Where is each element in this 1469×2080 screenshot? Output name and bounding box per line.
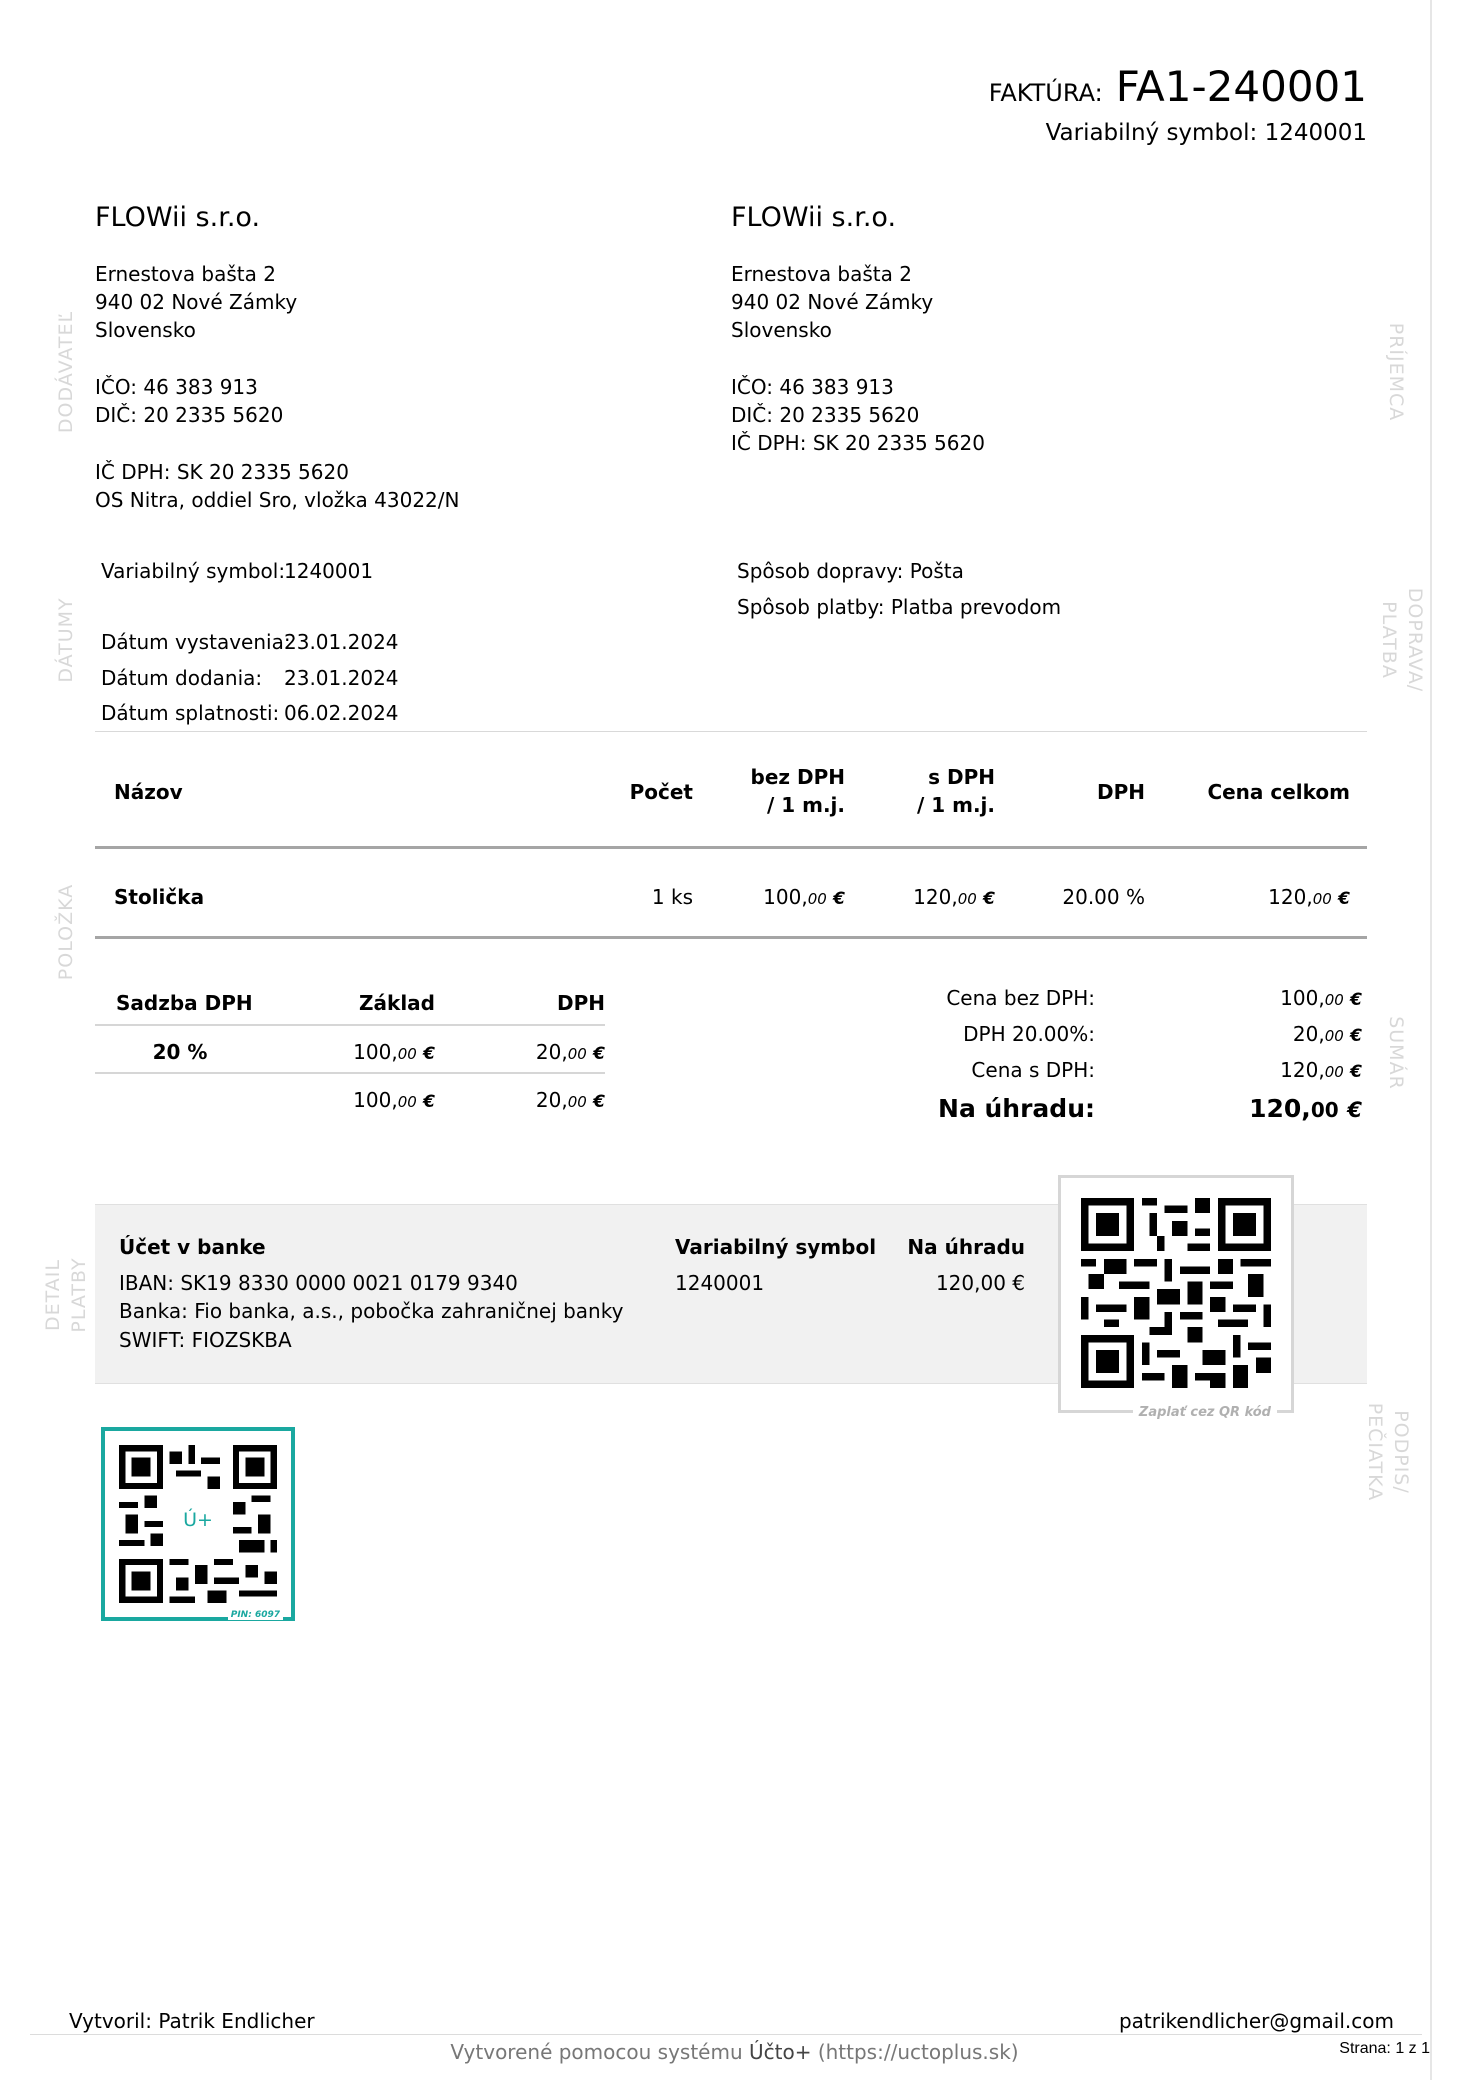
item-vat-rate: 20.00 %	[1062, 885, 1145, 909]
footer-divider	[30, 2034, 1422, 2035]
summary-vat-value	[1150, 1020, 1362, 1050]
side-label-signature	[1362, 1403, 1414, 1502]
delivery-date-label: Dátum dodania:	[101, 666, 263, 690]
due-date-value: 06.02.2024	[284, 701, 399, 725]
recipient-name: FLOWii s.r.o.	[731, 202, 897, 233]
footer-generated-app: Účto+	[748, 2040, 812, 2064]
vat-sum-base-currency: €	[423, 1092, 435, 1112]
item-name: Stolička	[114, 885, 205, 909]
col-total-header: Cena celkom	[1207, 780, 1350, 804]
side-label-delivery-line1: DOPRAVA/	[1404, 587, 1426, 693]
vat-sum-base-int: 100,	[353, 1088, 398, 1112]
item-gross-dec: 00	[957, 890, 977, 908]
item-gross-currency: €	[983, 889, 995, 909]
summary-due-currency: €	[1347, 1098, 1362, 1122]
supplier-street: Ernestova bašta 2	[95, 262, 276, 286]
supplier-register: OS Nitra, oddiel Sro, vložka 43022/N	[95, 488, 460, 512]
recipient-icdph: IČ DPH: SK 20 2335 5620	[731, 431, 985, 455]
col-qty-header: Počet	[629, 780, 693, 804]
item-qty: 1 ks	[651, 885, 693, 909]
vat-sum-vat	[480, 1086, 605, 1116]
doc-type-label: FAKTÚRA:	[988, 79, 1103, 107]
vat-sum-vat-int: 20,	[535, 1088, 568, 1112]
recipient-block	[731, 200, 985, 457]
item-total-int: 120,	[1268, 885, 1313, 909]
summary-net-int: 100,	[1280, 986, 1325, 1010]
right-edge-strip	[1430, 0, 1469, 2080]
col-net-header	[705, 763, 845, 819]
vat-col-vat-header: DPH	[557, 991, 605, 1015]
vat-row-divider	[95, 1072, 605, 1074]
app-qr-frame[interactable]	[101, 1427, 295, 1621]
app-qr-pin: PIN: 6097	[228, 1610, 283, 1620]
summary-net-currency: €	[1350, 990, 1362, 1010]
issued-date-label: Dátum vystavenia:	[101, 630, 291, 654]
side-label-summary: SUMÁR	[1385, 1016, 1407, 1090]
summary-gross-int: 120,	[1280, 1058, 1325, 1082]
side-label-payment-line2: PLATBY	[68, 1257, 90, 1333]
item-net-price	[705, 883, 845, 913]
item-total-price	[1160, 883, 1350, 913]
app-logo: Ú+	[183, 1509, 213, 1531]
vat-sum-base-dec: 00	[397, 1093, 417, 1111]
supplier-city: 940 02 Nové Zámky	[95, 290, 298, 314]
payment-due-value: 120,00 €	[935, 1271, 1025, 1295]
recipient-city: 940 02 Nové Zámky	[731, 290, 934, 314]
summary-gross-label: Cena s DPH:	[971, 1058, 1095, 1082]
dates-vs-value: 1240001	[284, 559, 374, 583]
bank-account-title: Účet v banke	[119, 1235, 266, 1259]
vat-row-base	[300, 1038, 435, 1068]
issued-date-value: 23.01.2024	[284, 630, 399, 654]
side-label-dates: DÁTUMY	[55, 597, 77, 683]
pay-qr-frame[interactable]	[1058, 1175, 1294, 1420]
delivery-date-value: 23.01.2024	[284, 666, 399, 690]
summary-due-dec: 00	[1310, 1098, 1339, 1122]
vat-col-base-header: Základ	[359, 991, 435, 1015]
vat-row-vat-dec: 00	[567, 1045, 587, 1063]
footer-generated-url[interactable]: (https://uctoplus.sk)	[817, 2040, 1019, 2064]
col-vat-header: DPH	[1097, 780, 1145, 804]
side-label-recipient: PRÍJEMCA	[1385, 322, 1407, 422]
summary-vat-dec: 00	[1324, 1027, 1344, 1045]
summary-gross-dec: 00	[1324, 1063, 1344, 1081]
side-label-supplier: DODÁVATEĽ	[55, 310, 77, 434]
col-net-header-line2: / 1 m.j.	[766, 793, 845, 817]
item-total-currency: €	[1338, 889, 1350, 909]
item-total-dec: 00	[1312, 890, 1332, 908]
vat-sum-vat-currency: €	[593, 1092, 605, 1112]
col-gross-header-line1: s DPH	[928, 765, 995, 789]
invoice-number: FA1-240001	[1115, 62, 1367, 111]
summary-due-int: 120,	[1249, 1094, 1311, 1123]
due-date-label: Dátum splatnosti:	[101, 701, 280, 725]
bank-name: Banka: Fio banka, a.s., pobočka zahraničnej banky	[119, 1299, 624, 1323]
col-gross-header	[855, 763, 995, 819]
vat-sum-vat-dec: 00	[567, 1093, 587, 1111]
footer-generated	[0, 2038, 1469, 2066]
side-label-payment-line1: DETAIL	[42, 1259, 64, 1331]
vat-row-vat	[480, 1038, 605, 1068]
supplier-country: Slovensko	[95, 318, 196, 342]
supplier-name: FLOWii s.r.o.	[95, 202, 261, 233]
payment-due-title: Na úhradu	[907, 1235, 1025, 1259]
header-vs-label: Variabilný symbol:	[1045, 120, 1258, 146]
side-label-delivery	[1376, 588, 1428, 692]
vat-row-base-int: 100,	[353, 1040, 398, 1064]
side-label-items: POLOŽKA	[55, 883, 77, 981]
items-bottom-divider	[95, 936, 1367, 939]
summary-vat-label: DPH 20.00%:	[963, 1022, 1095, 1046]
invoice-title	[989, 62, 1367, 111]
vat-row-rate: 20 %	[152, 1040, 208, 1064]
pay-qr-code-icon	[1081, 1198, 1271, 1388]
col-name-header: Názov	[114, 780, 183, 804]
side-label-payment	[40, 1257, 92, 1332]
vat-col-rate-header: Sadzba DPH	[116, 991, 253, 1015]
side-label-signature-line2: PEČIATKA	[1364, 1402, 1386, 1502]
vat-row-base-currency: €	[423, 1044, 435, 1064]
supplier-block	[95, 200, 459, 514]
payment-vs-title: Variabilný symbol	[675, 1235, 877, 1259]
items-top-divider	[95, 731, 1367, 732]
pay-qr-caption: Zaplať cez QR kód	[1133, 1405, 1277, 1420]
item-gross-price	[855, 883, 995, 913]
col-gross-header-line2: / 1 m.j.	[916, 793, 995, 817]
footer-generated-prefix: Vytvorené pomocou systému	[450, 2040, 743, 2064]
summary-net-value	[1150, 984, 1362, 1014]
item-gross-int: 120,	[913, 885, 958, 909]
summary-vat-currency: €	[1350, 1026, 1362, 1046]
side-label-signature-line1: PODPIS/	[1390, 1410, 1412, 1494]
summary-net-dec: 00	[1324, 991, 1344, 1009]
summary-gross-currency: €	[1350, 1062, 1362, 1082]
item-net-dec: 00	[807, 890, 827, 908]
vat-sum-base	[300, 1086, 435, 1116]
payment-vs-value: 1240001	[675, 1271, 765, 1295]
vat-row-vat-int: 20,	[535, 1040, 568, 1064]
recipient-country: Slovensko	[731, 318, 832, 342]
bank-swift: SWIFT: FIOZSKBA	[119, 1328, 292, 1352]
dates-vs-label: Variabilný symbol:	[101, 559, 286, 583]
header-variable-symbol	[1046, 120, 1367, 146]
payment-method: Spôsob platby: Platba prevodom	[737, 595, 1062, 619]
items-header-divider	[95, 846, 1367, 849]
transport-method: Spôsob dopravy: Pošta	[737, 559, 964, 583]
recipient-ico: IČO: 46 383 913	[731, 375, 894, 399]
item-net-currency: €	[833, 889, 845, 909]
summary-due-value	[1150, 1092, 1362, 1127]
item-net-int: 100,	[763, 885, 808, 909]
supplier-dic: DIČ: 20 2335 5620	[95, 403, 284, 427]
recipient-street: Ernestova bašta 2	[731, 262, 912, 286]
supplier-ico: IČO: 46 383 913	[95, 375, 258, 399]
footer-email[interactable]: patrikendlicher@gmail.com	[1118, 2009, 1394, 2033]
footer-author: Vytvoril: Patrik Endlicher	[69, 2009, 315, 2033]
vat-header-divider	[95, 1024, 605, 1026]
recipient-dic: DIČ: 20 2335 5620	[731, 403, 920, 427]
summary-due-label: Na úhradu:	[938, 1094, 1095, 1123]
summary-net-label: Cena bez DPH:	[946, 986, 1095, 1010]
header-vs-value: 1240001	[1264, 120, 1367, 146]
summary-vat-int: 20,	[1292, 1022, 1325, 1046]
bank-iban: IBAN: SK19 8330 0000 0021 0179 9340	[119, 1271, 518, 1295]
summary-gross-value	[1150, 1056, 1362, 1086]
vat-row-vat-currency: €	[593, 1044, 605, 1064]
side-label-delivery-line2: PLATBA	[1378, 601, 1400, 679]
vat-row-base-dec: 00	[397, 1045, 417, 1063]
footer-page-number: Strana: 1 z 1	[1339, 2040, 1430, 2057]
supplier-icdph: IČ DPH: SK 20 2335 5620	[95, 460, 349, 484]
col-net-header-line1: bez DPH	[750, 765, 845, 789]
